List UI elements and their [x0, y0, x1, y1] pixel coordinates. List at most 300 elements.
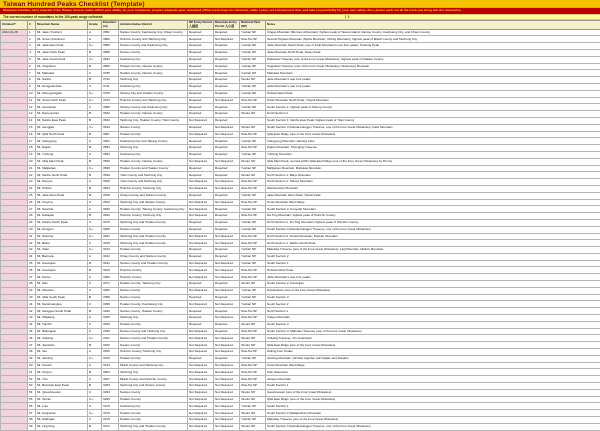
cell-elevation: 3492 — [102, 213, 119, 220]
cell-row-number: 26 — [28, 199, 36, 206]
table-row — [1, 117, 600, 124]
cell-notes: Gaoshouwan (one of the Four Great Obstacles) — [266, 389, 600, 396]
cell-climbed-date[interactable] — [1, 70, 28, 77]
cell-elevation: 3303 — [102, 369, 119, 376]
cell-climbed-date[interactable] — [1, 369, 28, 376]
cell-climbed-date[interactable] — [1, 104, 28, 111]
cell-elevation: 3451 — [102, 233, 119, 240]
collected-count-value: 1 — [345, 15, 378, 19]
cell-national-park: Yushan NP — [240, 29, 266, 36]
cell-mountain-entry-permit: Not Required — [214, 260, 240, 267]
table-row — [1, 70, 600, 77]
cell-notes: Mabolasi Mountain — [266, 70, 600, 77]
cell-climbed-date[interactable] — [1, 362, 28, 369]
cell-climbed-date[interactable] — [1, 328, 28, 335]
cell-climbed-date[interactable] — [1, 355, 28, 362]
cell-climbed-date[interactable] — [1, 274, 28, 281]
cell-row-number: 37 — [28, 274, 36, 281]
cell-elevation: 3279 — [102, 410, 119, 417]
cell-notes: South Section 2 — [266, 301, 600, 308]
cell-notes: South Section 3 (Danda-Dangjun Traverse, one of the Four Great Obstacles) — [266, 226, 600, 233]
safety-warning-banner: Mountain activities carry inherent risks. Please choose routes within your ability, do your homework, prepare adequate gear, download offline track maps for reference, make a plan, set a turnaround time, and take responsibility for your own safety. Also, please pack out all the trash you bring into the mountains. — [0, 8, 600, 14]
cell-national-park: Yushan NP — [240, 70, 266, 77]
cell-notes: Da Ting Mountain; highest peak of Hsinchu County — [266, 213, 600, 220]
cell-mountain-entry-permit: Not Required — [214, 301, 240, 308]
cell-mountain-name: Mt. Baimanu — [36, 253, 88, 260]
cell-climbed-date[interactable] — [1, 49, 28, 56]
cell-national-park: Shei-Pa NP — [240, 145, 266, 152]
col-header-number[interactable]: # — [28, 20, 36, 29]
col-header-national-park[interactable]: National Park (NP) — [240, 20, 266, 29]
cell-mountain-name: Mt. Tao — [36, 349, 88, 356]
cell-administrative-district: Taichung City, Hualien County, Yilan County — [119, 117, 188, 124]
cell-elevation: 3603 — [102, 138, 119, 145]
cell-mountain-entry-permit: Not Required — [214, 349, 240, 356]
cell-mountain-name: Mt. Bafoo — [36, 240, 88, 247]
table-row — [1, 396, 600, 403]
cell-administrative-district: Hualien County — [119, 417, 188, 424]
cell-climbed-date[interactable] — [1, 240, 28, 247]
cell-elevation: 3442 — [102, 253, 119, 260]
cell-row-number: 16 — [28, 131, 36, 138]
cell-national-park: Shei-Pa NP — [240, 240, 266, 247]
cell-elevation: 3371 — [102, 281, 119, 288]
cell-grade: C — [88, 389, 102, 396]
cell-climbed-date[interactable] — [1, 335, 28, 342]
cell-national-park: Taroko NP — [240, 342, 266, 349]
cell-mountain-entry-permit: Not Required — [214, 376, 240, 383]
cell-row-number: 4 — [28, 49, 36, 56]
cell-elevation: 3358 — [102, 301, 119, 308]
cell-grade: C — [88, 104, 102, 111]
table-row — [1, 185, 600, 192]
cell-administrative-district: Taichung City — [119, 145, 188, 152]
col-header-mountain-name[interactable]: Mountain Name — [36, 20, 88, 29]
col-header-mountain-entry-permit[interactable]: Mountain Entry Permit 入山證 — [214, 20, 240, 29]
table-row — [1, 260, 600, 267]
cell-notes: Qilai East Ridge (one of the Four Great Obstacles) — [266, 131, 600, 138]
cell-administrative-district: Nantou County, Hualien County — [119, 308, 188, 315]
cell-np-entry-permit: Required — [188, 226, 214, 233]
cell-elevation: 3844 — [102, 56, 119, 63]
col-header-grade[interactable]: Grade — [88, 20, 102, 29]
cell-notes: Dajian Mountain; Shengling Traverse — [266, 145, 600, 152]
cell-notes: North Section 2 — [266, 111, 600, 118]
cell-climbed-date[interactable] — [1, 111, 28, 118]
cell-climbed-date[interactable] — [1, 410, 28, 417]
cell-administrative-district: Kaohsiung City — [119, 83, 188, 90]
cell-national-park: Yushan NP — [240, 253, 266, 260]
cell-climbed-date[interactable] — [1, 36, 28, 43]
cell-national-park: Yushan NP — [240, 301, 266, 308]
cell-row-number: 3 — [28, 43, 36, 50]
cell-notes: Jiangsu Mountain — [266, 376, 600, 383]
cell-national-park: Yushan NP — [240, 90, 266, 97]
cell-row-number: 5 — [28, 56, 36, 63]
cell-national-park: Shei-Pa NP — [240, 362, 266, 369]
cell-grade: C — [88, 219, 102, 226]
cell-climbed-date[interactable] — [1, 179, 28, 186]
cell-mountain-entry-permit: Not Required — [214, 199, 240, 206]
cell-mountain-name: Mt. Qilai North Peak — [36, 131, 88, 138]
cell-climbed-date[interactable] — [1, 206, 28, 213]
cell-notes: Hehuan West Peak — [266, 267, 600, 274]
cell-administrative-district: Kaohsiung City — [119, 151, 188, 158]
table-row — [1, 233, 600, 240]
cell-mountain-name: Mt. Jade South Peak — [36, 56, 88, 63]
cell-elevation: 3331 — [102, 335, 119, 342]
cell-mountain-name: Mt. Nanhu North Peak — [36, 172, 88, 179]
cell-national-park: Yushan NP — [240, 219, 266, 226]
cell-mountain-entry-permit: Required — [214, 321, 240, 328]
col-header-elevation[interactable]: Elevation (m) — [102, 20, 119, 29]
cell-notes: Jiaming Mountain; climbed together with Dajian and Xiaojian — [266, 355, 600, 362]
cell-climbed-date[interactable] — [1, 219, 28, 226]
cell-np-entry-permit: Not Required — [188, 369, 214, 376]
table-row — [1, 145, 600, 152]
cell-notes: Xiangyang Mountain; Jiaming Lake — [266, 138, 600, 145]
cell-grade: C — [88, 179, 102, 186]
table-row — [1, 321, 600, 328]
cell-climbed-date[interactable] — [1, 301, 28, 308]
table-row — [1, 287, 600, 294]
cell-national-park: Yushan NP — [240, 355, 266, 362]
cell-national-park: Taroko NP — [240, 396, 266, 403]
cell-climbed-date[interactable] — [1, 233, 28, 240]
cell-climbed-date[interactable] — [1, 124, 28, 131]
cell-climbed-date[interactable] — [1, 308, 28, 315]
cell-climbed-date[interactable] — [1, 165, 28, 172]
cell-np-entry-permit: Required — [188, 355, 214, 362]
cell-climbed-date[interactable] — [1, 403, 28, 410]
table-row — [1, 97, 600, 104]
cell-climbed-date[interactable] — [1, 247, 28, 254]
table-row — [1, 213, 600, 220]
cell-climbed-date[interactable] — [1, 321, 28, 328]
cell-administrative-district: Hualien County, Taichung City — [119, 281, 188, 288]
table-row — [1, 308, 600, 315]
cell-climbed-date[interactable] — [1, 83, 28, 90]
cell-mountain-name: Mt. Pintian — [36, 185, 88, 192]
cell-climbed-date[interactable] — [1, 77, 28, 84]
col-header-climbed[interactable]: Climbed? — [1, 20, 28, 29]
cell-mountain-entry-permit: Required — [214, 111, 240, 118]
cell-np-entry-permit: Not Required — [188, 301, 214, 308]
cell-mountain-name: Mt. Malijianan — [36, 165, 88, 172]
cell-row-number: 51 — [28, 369, 36, 376]
cell-row-number: 9 — [28, 83, 36, 90]
cell-grade: A — [88, 29, 102, 36]
cell-climbed-date[interactable] — [1, 151, 28, 158]
cell-np-entry-permit: Required — [188, 97, 214, 104]
cell-national-park: Taroko NP — [240, 158, 266, 165]
cell-mountain-entry-permit: Required — [214, 247, 240, 254]
cell-national-park: Shei-Pa NP — [240, 315, 266, 322]
col-header-np-entry-permit[interactable]: NP Entry Permit 入園證 — [188, 20, 214, 29]
cell-row-number: 42 — [28, 308, 36, 315]
cell-notes: North Section 1: Du Ting Mountain; highest peak of Hsinchu County — [266, 219, 600, 226]
cell-climbed-date[interactable] — [1, 192, 28, 199]
cell-row-number: 8 — [28, 77, 36, 84]
cell-notes: South Section 2: Kaozejian — [266, 281, 600, 288]
cell-grade: B — [88, 383, 102, 390]
cell-mountain-name: Mt. Nanhu South Peak — [36, 219, 88, 226]
cell-mountain-name: Mt. Chiyou — [36, 369, 88, 376]
cell-national-park: Shei-Pa NP — [240, 267, 266, 274]
table-row — [1, 179, 600, 186]
cell-climbed-date[interactable] — [1, 172, 28, 179]
cell-climbed-date[interactable] — [1, 267, 28, 274]
cell-climbed-date[interactable] — [1, 281, 28, 288]
cell-climbed-date[interactable] — [1, 145, 28, 152]
cell-climbed-date[interactable] — [1, 90, 28, 97]
cell-climbed-date[interactable] — [1, 260, 28, 267]
table-row — [1, 281, 600, 288]
cell-grade: B — [88, 342, 102, 349]
cell-elevation: 3310 — [102, 355, 119, 362]
cell-grade: C+ — [88, 335, 102, 342]
cell-elevation: 3886 — [102, 36, 119, 43]
cell-national-park: Shei-Pa NP — [240, 383, 266, 390]
cell-row-number: 40 — [28, 294, 36, 301]
cell-notes: Snow Mountain West Ridge — [266, 362, 600, 369]
table-row — [1, 301, 600, 308]
cell-np-entry-permit: Not Required — [188, 376, 214, 383]
cell-notes: South Section 3: Mabolasi Traverse (one of the Four Great Obstacles) — [266, 328, 600, 335]
cell-national-park: Taroko NP — [240, 423, 266, 430]
cell-grade: C — [88, 274, 102, 281]
cell-mountain-entry-permit: Required — [214, 49, 240, 56]
cell-grade: C — [88, 199, 102, 206]
table-header — [1, 20, 600, 29]
cell-elevation: 3529 — [102, 179, 119, 186]
cell-mountain-entry-permit: Not Required — [214, 417, 240, 424]
cell-climbed-date[interactable] — [1, 226, 28, 233]
cell-np-entry-permit: Required — [188, 83, 214, 90]
cell-mountain-name: Mt. Nanyu — [36, 274, 88, 281]
cell-notes: Xingao Mountain (Morrison Mountain); highest peak of Taiwan Island, Nantou County, Kaohsiung City, and Chiayi County — [266, 29, 600, 36]
table-row — [1, 172, 600, 179]
cell-climbed-date[interactable] — [1, 423, 28, 430]
cell-climbed-date[interactable] — [1, 417, 28, 424]
cell-climbed-date[interactable] — [1, 63, 28, 70]
cell-row-number: 6 — [28, 63, 36, 70]
cell-climbed-date[interactable] — [1, 294, 28, 301]
cell-np-entry-permit: Not Required — [188, 260, 214, 267]
cell-climbed-date[interactable] — [1, 56, 28, 63]
cell-national-park: Taroko NP — [240, 281, 266, 288]
cell-mountain-entry-permit: Required — [214, 226, 240, 233]
cell-np-entry-permit: Required — [188, 172, 214, 179]
cell-mountain-name: Mt. Jiaming — [36, 355, 88, 362]
cell-grade: B — [88, 63, 102, 70]
cell-administrative-district: Hualien County, Kaohsiung City — [119, 301, 188, 308]
cell-row-number: 15 — [28, 124, 36, 131]
cell-elevation: 3293 — [102, 383, 119, 390]
cell-grade: A — [88, 349, 102, 356]
cell-mountain-entry-permit: Not Required — [214, 315, 240, 322]
collected-count-label: The current number of mountains in the 100-peak range collected: — [0, 15, 345, 19]
table-row — [1, 124, 600, 131]
cell-notes: North Section 2; Guotai Mountain; Dashan Mountain — [266, 233, 600, 240]
cell-climbed-date[interactable] — [1, 349, 28, 356]
cell-administrative-district: Nantou County — [119, 49, 188, 56]
cell-mountain-name: Mt. Nanshuangtou — [36, 301, 88, 308]
cell-mountain-name: Mt. Mabolasi — [36, 70, 88, 77]
cell-grade: C+ — [88, 56, 102, 63]
cell-mountain-entry-permit: Required — [214, 77, 240, 84]
cell-elevation: 3468 — [102, 226, 119, 233]
cell-mountain-name: Mt. Yize — [36, 376, 88, 383]
cell-climbed-date[interactable] — [1, 376, 28, 383]
cell-climbed-date[interactable] — [1, 315, 28, 322]
cell-mountain-name: Mt. Nallingan — [36, 417, 88, 424]
table-row — [1, 206, 600, 213]
table-row — [1, 138, 600, 145]
table-row — [1, 335, 600, 342]
cell-notes: South Section 3 — [266, 294, 600, 301]
cell-administrative-district: Taichung City and Hualien County — [119, 219, 188, 226]
cell-mountain-name: Mt. Jade East Peak — [36, 43, 88, 50]
cell-np-entry-permit: Not Required — [188, 362, 214, 369]
cell-mountain-entry-permit: Not Required — [214, 335, 240, 342]
cell-notes: Qilai Main Peak; courted within Qilai East Ridge (one of the Four Great Obstacles) by Hui Ge — [266, 158, 600, 165]
cell-row-number: 22 — [28, 172, 36, 179]
table-row — [1, 199, 600, 206]
cell-climbed-date[interactable] — [1, 117, 28, 124]
cell-administrative-district: Nantou County — [119, 124, 188, 131]
cell-national-park: Shei-Pa NP — [240, 376, 266, 383]
cell-elevation: 3340 — [102, 321, 119, 328]
cell-national-park: Yushan NP — [240, 151, 266, 158]
cell-climbed-date[interactable] — [1, 287, 28, 294]
cell-mountain-name: Mt. Nanggao South Peak — [36, 308, 88, 315]
cell-notes: Xinkang Traverse; Xin Guanshan — [266, 335, 600, 342]
cell-climbed-date[interactable] — [1, 389, 28, 396]
table-row — [1, 267, 600, 274]
cell-np-entry-permit: Not Required — [188, 199, 214, 206]
cell-np-entry-permit: Not Required — [188, 328, 214, 335]
cell-grade: B — [88, 172, 102, 179]
cell-row-number: 18 — [28, 145, 36, 152]
cell-row-number: 38 — [28, 281, 36, 288]
cell-elevation: 3858 — [102, 49, 119, 56]
cell-grade: B — [88, 111, 102, 118]
cell-grade: C — [88, 70, 102, 77]
cell-np-entry-permit: Not Required — [188, 396, 214, 403]
cell-mountain-entry-permit: Required — [214, 328, 240, 335]
cell-climbed-date[interactable] — [1, 199, 28, 206]
cell-mountain-name: Mt. Gongjian — [36, 124, 88, 131]
cell-notes: Xiao Shanshan — [266, 369, 600, 376]
cell-mountain-entry-permit: Required — [214, 219, 240, 226]
cell-elevation: 3279 — [102, 403, 119, 410]
cell-national-park: Yushan NP — [240, 165, 266, 172]
cell-mountain-name: Mt. Sanchai — [36, 206, 88, 213]
cell-grade: A — [88, 138, 102, 145]
cell-np-entry-permit: Required — [188, 124, 214, 131]
cell-notes: Wachenshan Mountain — [266, 185, 600, 192]
cell-notes: Mabolasi Traverse (one of the Four Great Obstacles) — [266, 417, 600, 424]
cell-row-number: 14 — [28, 117, 36, 124]
cell-np-entry-permit: Not Required — [188, 117, 214, 124]
cell-climbed-date[interactable] — [1, 213, 28, 220]
cell-np-entry-permit: Required — [188, 253, 214, 260]
cell-grade: B — [88, 294, 102, 301]
cell-climbed-date[interactable] — [1, 383, 28, 390]
cell-climbed-date[interactable] — [1, 185, 28, 192]
cell-administrative-district: Hualien County and Hualien County — [119, 165, 188, 172]
cell-national-park: Shei-Pa NP — [240, 308, 266, 315]
table-row — [1, 49, 600, 56]
cell-np-entry-permit: Not Required — [188, 179, 214, 186]
cell-mountain-name: Mt. Jade North Peak — [36, 49, 88, 56]
cell-national-park: Taroko NP — [240, 111, 266, 118]
cell-mountain-name: Mt. Kaojiunan — [36, 410, 88, 417]
cell-grade: B — [88, 423, 102, 430]
cell-national-park: Yushan NP — [240, 83, 266, 90]
cell-np-entry-permit: Not Required — [188, 131, 214, 138]
cell-national-park: Yushan NP — [240, 294, 266, 301]
cell-row-number: 41 — [28, 301, 36, 308]
cell-mountain-name: Mt. Qilai South Peak — [36, 294, 88, 301]
table-row — [1, 77, 600, 84]
cell-administrative-district: Hsinchu County, Taichung City — [119, 349, 188, 356]
cell-grade: A — [88, 376, 102, 383]
cell-mountain-entry-permit: Not Required — [214, 124, 240, 131]
cell-np-entry-permit: Not Required — [188, 335, 214, 342]
cell-administrative-district: Taichung City and Hualien County — [119, 240, 188, 247]
col-header-administrative-district[interactable]: Administrative District — [119, 20, 188, 29]
cell-climbed-date[interactable] — [1, 131, 28, 138]
cell-administrative-district: Hualien County — [119, 247, 188, 254]
cell-administrative-district: Hualien County — [119, 321, 188, 328]
cell-notes: Hehuan East Peak — [266, 90, 600, 97]
cell-climbed-date[interactable] — [1, 97, 28, 104]
cell-elevation: 3294 — [102, 389, 119, 396]
cell-climbed-date[interactable] — [1, 396, 28, 403]
col-header-notes[interactable]: Notes — [266, 20, 600, 29]
cell-np-entry-permit: Required — [188, 192, 214, 199]
cell-grade: A — [88, 206, 102, 213]
cell-mountain-entry-permit: Required — [214, 151, 240, 158]
cell-climbed-date[interactable] — [1, 253, 28, 260]
cell-climbed-date[interactable] — [1, 138, 28, 145]
cell-row-number: 7 — [28, 70, 36, 77]
cell-row-number: 12 — [28, 104, 36, 111]
cell-notes: Jade Mountain's rear four peaks — [266, 77, 600, 84]
cell-climbed-date[interactable] — [1, 342, 28, 349]
cell-notes: South Section 2: Kouyuhn Mountain — [266, 206, 600, 213]
cell-climbed-date[interactable]: 2022-04-28 — [1, 29, 28, 36]
cell-climbed-date[interactable] — [1, 158, 28, 165]
cell-climbed-date[interactable] — [1, 43, 28, 50]
cell-administrative-district: Chiayi County and Nantou County — [119, 192, 188, 199]
cell-notes: Wuling Four Peaks — [266, 349, 600, 356]
cell-mountain-name: Mt. Wuming — [36, 233, 88, 240]
cell-mountain-name: Mt. Kaozejian — [36, 267, 88, 274]
cell-np-entry-permit: Required — [188, 49, 214, 56]
cell-mountain-entry-permit: Not Required — [214, 267, 240, 274]
cell-mountain-entry-permit: Required — [214, 104, 240, 111]
cell-elevation: 3496 — [102, 206, 119, 213]
cell-mountain-name: Mt. Snow (Xueshan) — [36, 36, 88, 43]
cell-mountain-name: Mt. Dasyueshan — [36, 111, 88, 118]
cell-mountain-name: Mt. Huoshi — [36, 362, 88, 369]
cell-notes: Danshuiwan (one of the Four Great Obstacles) — [266, 287, 600, 294]
cell-mountain-entry-permit: Not Required — [214, 287, 240, 294]
cell-mountain-entry-permit: Not Required — [214, 158, 240, 165]
